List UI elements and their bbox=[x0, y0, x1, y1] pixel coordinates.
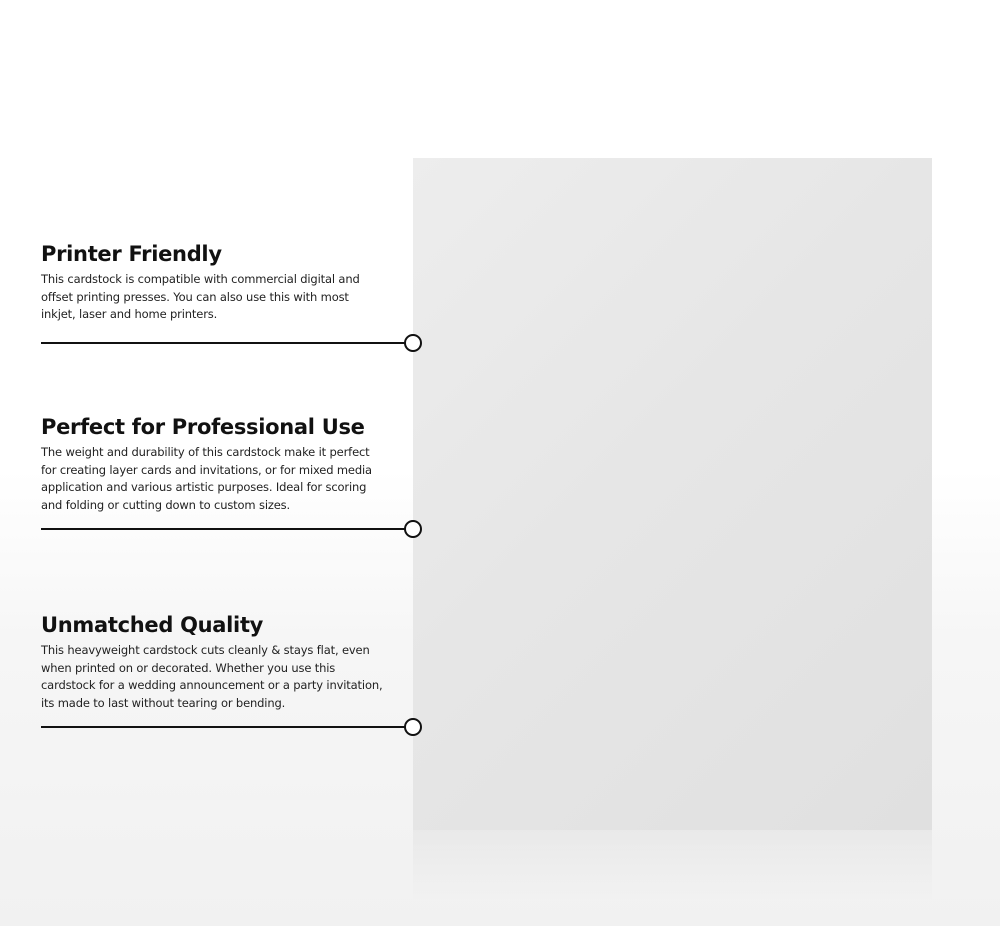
feature-title: Perfect for Professional Use bbox=[41, 415, 365, 439]
connector-circle-icon bbox=[404, 334, 422, 352]
connector-circle-icon bbox=[404, 520, 422, 538]
feature-professional-use bbox=[41, 414, 413, 514]
feature-description: This cardstock is compatible with commercial digital and offset printing presses. You can also use this with most inkjet, laser and home printers. bbox=[41, 272, 360, 322]
feature-connector bbox=[41, 520, 413, 538]
connector-line bbox=[41, 726, 405, 728]
feature-description: The weight and durability of this cardstock make it perfect for creating layer cards and invitations, or for mixed media application and various artistic purposes. Ideal for scoring and folding or cutting down to custom sizes. bbox=[41, 445, 372, 512]
cardstock-paper-reflection bbox=[413, 830, 932, 900]
connector-circle-icon bbox=[404, 718, 422, 736]
feature-unmatched-quality bbox=[41, 612, 413, 712]
feature-connector bbox=[41, 718, 413, 736]
feature-printer-friendly bbox=[41, 241, 413, 324]
cardstock-paper-image bbox=[413, 158, 932, 830]
feature-title: Printer Friendly bbox=[41, 242, 222, 266]
feature-connector bbox=[41, 334, 413, 352]
connector-line bbox=[41, 342, 405, 344]
connector-line bbox=[41, 528, 405, 530]
feature-description: This heavyweight cardstock cuts cleanly & stays flat, even when printed on or decorated. Whether you use this cardstock for a wedding announcement or a party invitation, its made to last without tearing or bending. bbox=[41, 643, 383, 710]
feature-title: Unmatched Quality bbox=[41, 613, 264, 637]
